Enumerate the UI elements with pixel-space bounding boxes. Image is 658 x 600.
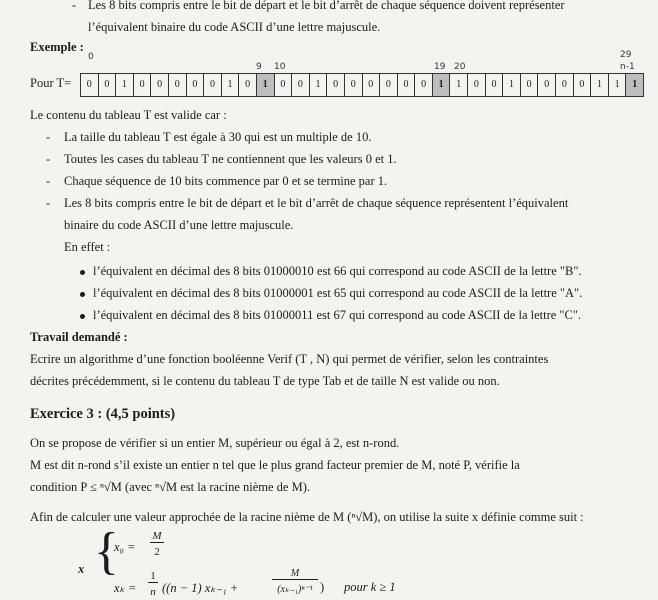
bit-cell-19: 0	[415, 74, 433, 97]
bit-cell-27: 0	[556, 74, 574, 97]
annotation-index-10: 10	[274, 62, 286, 72]
explanation-item-4: Les 8 bits compris entre le bit de départ et le bit d’arrêt de chaque séquence représentent l’équivalent	[64, 196, 569, 210]
bit-cell-4: 0	[151, 74, 169, 97]
bit-cell-31: 1	[626, 74, 644, 97]
bit-cell-26: 0	[538, 74, 556, 97]
explanation-item-1: La taille du tableau T est égale à 30 qui est un multiple de 10.	[64, 130, 372, 144]
xk-fraction-numerator: M	[272, 568, 318, 580]
intro-dash: -	[72, 0, 77, 12]
annotation-index-20: 20	[454, 62, 466, 72]
bit-cell-17: 0	[380, 74, 398, 97]
exercise-3-p2b: condition P ≤ ⁿ√M (avec ⁿ√M est la racine nième de M).	[30, 480, 310, 494]
sequence-variable: x	[78, 562, 85, 576]
list-dash: -	[46, 196, 51, 210]
bit-cell-30: 1	[608, 74, 626, 97]
bullet-item-3	[80, 308, 581, 323]
x0-label: x₀ =	[114, 540, 136, 554]
bit-cell-7: 0	[204, 74, 222, 97]
bit-cell-11: 0	[274, 74, 292, 97]
xk-condition: pour k ≥ 1	[344, 580, 396, 594]
annotation-index-29: 29	[620, 50, 632, 60]
bit-cell-15: 0	[344, 74, 362, 97]
bullet-icon	[80, 292, 85, 297]
exercise-3-title: Exercice 3 : (4,5 points)	[30, 406, 176, 422]
table-label: Pour T=	[30, 76, 72, 90]
explanation-item-2: Toutes les cases du tableau T ne contiennent que les valeurs 0 et 1.	[64, 152, 397, 166]
bit-cell-23: 0	[485, 74, 503, 97]
bit-cell-8: 1	[221, 74, 239, 97]
xk-label: xₖ =	[114, 581, 137, 595]
bit-cell-21: 1	[450, 74, 468, 97]
brace-icon: {	[94, 523, 119, 580]
bit-cell-3: 0	[133, 74, 151, 97]
bit-cell-14: 0	[327, 74, 345, 97]
annotation-index-9: 9	[256, 62, 262, 72]
bit-cell-10: 1	[256, 74, 274, 97]
bit-cell-6: 0	[186, 74, 204, 97]
bit-cell-24: 1	[503, 74, 521, 97]
explanation-item-4-cont: binaire du code ASCII d’une lettre majuscule.	[64, 218, 294, 232]
bit-cell-29: 1	[591, 74, 609, 97]
bullet-text-1: l’équivalent en décimal des 8 bits 01000010 est 66 qui correspond au code ASCII de la lettre "B".	[93, 264, 582, 278]
bit-cell-13: 1	[309, 74, 327, 97]
list-dash: -	[46, 130, 51, 144]
bit-cell-18: 0	[397, 74, 415, 97]
intro-line-1: Les 8 bits compris entre le bit de départ et le bit d’arrêt de chaque séquence doivent représenter	[88, 0, 565, 12]
xk-middle: ((n − 1) xₖ₋₁ +	[162, 581, 239, 595]
bullet-text-3: l’équivalent en décimal des 8 bits 01000011 est 67 qui correspond au code ASCII de la lettre "C".	[93, 308, 582, 322]
bit-cell-0: 0	[81, 74, 99, 97]
explanation-intro: Le contenu du tableau T est valide car :	[30, 108, 227, 122]
example-label: Exemple :	[30, 40, 84, 54]
annotation-index-19: 19	[434, 62, 446, 72]
exercise-3-p1: On se propose de vérifier si un entier M, supérieur ou égal à 2, est n-rond.	[30, 436, 400, 450]
travail-line-1: Ecrire un algorithme d’une fonction booléenne Verif (T , N) qui permet de vérifier, selon les contraintes	[30, 352, 549, 366]
list-dash: -	[46, 152, 51, 166]
bullet-item-1	[80, 264, 582, 279]
list-dash: -	[46, 174, 51, 188]
bit-cell-2: 1	[116, 74, 134, 97]
bullet-item-2	[80, 286, 582, 301]
xk-coef-denominator: n	[150, 586, 156, 598]
annotation-index-n-minus-1: n-1	[620, 62, 635, 72]
travail-line-2: décrites précédemment, si le contenu du tableau T de type Tab et de taille N est valide ou non.	[30, 374, 500, 388]
xk-close-paren: )	[320, 580, 325, 594]
bit-table	[80, 73, 644, 97]
bullet-icon	[80, 314, 85, 319]
bit-cell-25: 0	[520, 74, 538, 97]
travail-title: Travail demandé :	[30, 330, 128, 344]
bit-cell-20: 1	[432, 74, 450, 97]
xk-coef-numerator: 1	[148, 570, 158, 583]
exercise-3-p2a: M est dit n-rond s’il existe un entier n tel que le plus grand facteur premier de M, noté P, vérifie la	[30, 458, 520, 472]
exercise-3-p3: Afin de calculer une valeur approchée de la racine nième de M (ⁿ√M), on utilise la suite x définie comme suit :	[30, 510, 584, 524]
bit-cell-1: 0	[98, 74, 116, 97]
en-effet: En effet :	[64, 240, 111, 254]
explanation-item-3: Chaque séquence de 10 bits commence par 0 et se termine par 1.	[64, 174, 388, 188]
intro-line-2: l’équivalent binaire du code ASCII d’une lettre majuscule.	[88, 20, 381, 34]
bullet-text-2: l’équivalent en décimal des 8 bits 01000001 est 65 qui correspond au code ASCII de la lettre "A".	[93, 286, 583, 300]
bit-cell-16: 0	[362, 74, 380, 97]
bit-cell-22: 0	[468, 74, 486, 97]
bit-cell-5: 0	[168, 74, 186, 97]
x0-denominator: 2	[154, 546, 160, 558]
x0-numerator: M	[150, 530, 164, 543]
bit-cell-9: 0	[239, 74, 257, 97]
bit-cell-28: 0	[573, 74, 591, 97]
bullet-icon	[80, 270, 85, 275]
xk-fraction-denominator: (xₖ₋₁)ⁿ⁻¹	[277, 584, 313, 595]
bit-cell-12: 0	[292, 74, 310, 97]
annotation-index-0: 0	[88, 52, 94, 62]
